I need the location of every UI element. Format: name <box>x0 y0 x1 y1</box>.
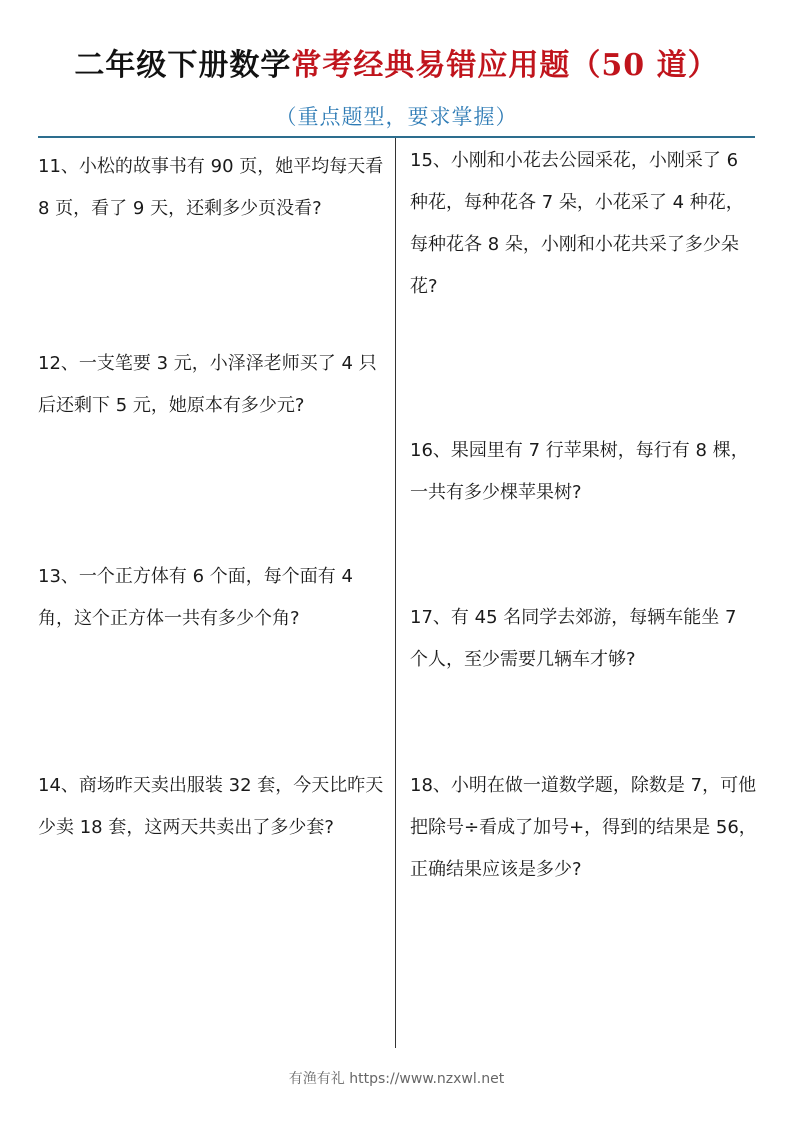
footer-watermark: 有渔有礼 https://www.nzxwl.net <box>288 1071 505 1087</box>
question-16: 16、果园里有 7 行苹果树，每行有 8 棵，一共有多少棵苹果树? <box>410 440 749 503</box>
question-14: 14、商场昨天卖出服装 32 套，今天比昨天少卖 18 套，这两天共卖出了多少套? <box>38 775 384 838</box>
question-15: 15、小刚和小花去公园采花，小刚采了 6 种花，每种花各 7 朵，小花采了 4 种花，每种花各 8 朵，小刚和小花共采了多少朵花? <box>410 150 744 297</box>
question-11: 11、小松的故事书有 90 页，她平均每天看 8 页，看了 9 天，还剩多少页没看? <box>38 156 384 219</box>
page-subtitle: （重点题型，要求掌握） <box>275 105 518 129</box>
column-divider <box>395 138 396 1048</box>
question-17: 17、有 45 名同学去郊游，每辆车能坐 7 个人，至少需要几辆车才够? <box>410 607 737 670</box>
question-18: 18、小明在做一道数学题，除数是 7，可他把除号÷看成了加号+，得到的结果是 56，正确结果应该是多少? <box>410 775 757 880</box>
title-black-part: 二年级下册数学 <box>74 48 292 83</box>
title-red-part: 常考经典易错应用题（50 道） <box>291 48 719 83</box>
question-12: 12、一支笔要 3 元，小泽泽老师买了 4 只后还剩下 5 元，她原本有多少元? <box>38 353 377 416</box>
header-rule <box>38 136 755 138</box>
question-13: 13、一个正方体有 6 个面，每个面有 4 角，这个正方体一共有多少个角? <box>38 566 353 629</box>
page-title <box>0 44 793 88</box>
